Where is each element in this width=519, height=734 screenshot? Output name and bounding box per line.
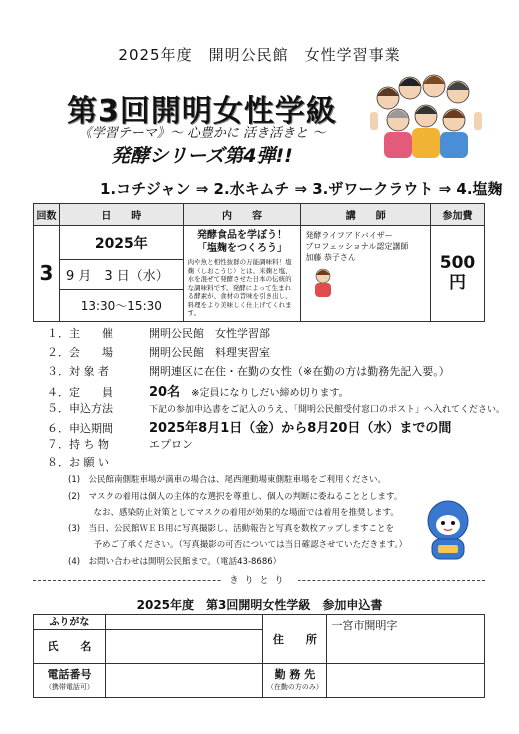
furigana-field[interactable] [105, 615, 263, 630]
lecturer-title-2: プロフェッショナル認定講師 [305, 242, 409, 251]
series-line: 発酵シリーズ第4弾!! [111, 145, 293, 167]
application-form [33, 614, 485, 698]
session-year: 2025年 [59, 226, 183, 260]
session-date: 9 月 3 日（水） [59, 260, 183, 290]
mascot-illustration [418, 497, 478, 563]
schedule-table [33, 203, 485, 322]
info-organizer: １．主 催 開明公民館 女性学習部 [47, 327, 270, 340]
name-field[interactable] [105, 630, 263, 664]
content-description: 肉や魚と相性抜群の万能調味料！塩麹（しおこうじ）とは、米麹と塩、水を混ぜて発酵させた日本の伝統的な調味料です。発酵によって生まれる酵素が、食材の旨味を引き出し、料理をより美味しく仕上げてくれます。 [187, 258, 292, 317]
work-label: 勤 務 先 （在勤の方のみ） [263, 664, 327, 698]
application-title: 2025年度 第3回開明女性学級 参加申込書 [136, 598, 383, 612]
address-label: 住 所 [263, 615, 327, 664]
note-2: (2) マスクの着用は個人の主体的な選択を尊重し、個人の判断に委ねることとします。 [68, 492, 403, 502]
header-no: 回数 [34, 204, 60, 226]
session-time: 13:30～15:30 [59, 289, 183, 321]
content-title-1: 発酵食品を学ぼう！ [197, 230, 288, 241]
lecturer-name: 加藤 恭子さん [305, 253, 356, 262]
menu-series-line: 1.コチジャン ⇒ 2.水キムチ ⇒ 3.ザワークラウト ⇒ 4.塩麹 [100, 180, 503, 198]
phone-label: 電話番号 （携帯電話可） [34, 664, 106, 698]
info-method: ５．申込方法 下記の参加申込書をご記入のうえ、「開明公民館受付窓口のポスト」へ入れてください。 [47, 402, 506, 415]
content-cell [183, 226, 301, 322]
fee-amount: 500 [439, 253, 476, 274]
header-datetime: 日 時 [59, 204, 183, 226]
main-title: 第3回開明女性学級 [67, 94, 337, 129]
header-line: 2025年度 開明公民館 女性学習事業 [118, 46, 401, 64]
info-belongings: ７．持 ち 物 エプロン [47, 438, 193, 451]
name-label: 氏 名 [34, 630, 106, 664]
header-content: 内 容 [183, 204, 301, 226]
lecturer-cell [301, 226, 431, 322]
group-women-illustration [370, 68, 482, 160]
header-fee: 参加費 [431, 204, 485, 226]
note-3b: 予めご了承ください。（写真撮影の可否については当日確認させていただきます。） [68, 540, 408, 550]
info-period: ６．申込期間 2025年8月1日（金）から8月20日（水）までの間 [47, 421, 452, 436]
lecturer-title-1: 発酵ライフアドバイザー [305, 231, 393, 240]
furigana-label: ふりがな [34, 615, 106, 630]
fee-unit: 円 [449, 273, 467, 294]
note-2b: なお、感染防止対策としてマスクの着用が効果的な場面では着用を推奨します。 [68, 508, 399, 518]
info-requests: ８．お 願 い [47, 456, 109, 469]
cut-label: きりとり [0, 573, 519, 586]
info-capacity: ４．定 員 20名 ※定員になりしだい締め切ります。 [47, 385, 349, 400]
address-field[interactable]: 一宮市開明字 [327, 615, 485, 664]
lecturer-illustration [305, 267, 341, 297]
header-lecturer: 講 師 [301, 204, 431, 226]
note-4: (4) お問い合わせは開明公民館まで。（電話43-8686） [68, 557, 282, 567]
note-1: (1) 公民館南側駐車場が満車の場合は、尾西運動場東側駐車場をご利用ください。 [68, 475, 387, 485]
info-venue: ２．会 場 開明公民館 料理実習室 [47, 346, 270, 359]
phone-field[interactable] [105, 664, 263, 698]
theme-line: 《学習テーマ》～ 心豊かに 活き活きと ～ [78, 126, 326, 141]
session-number: 3 [34, 226, 60, 322]
fee-cell [431, 226, 485, 322]
work-field[interactable] [327, 664, 485, 698]
content-title-2: 「塩麹をつくろう」 [197, 243, 288, 254]
info-target: ３．対 象 者 開明連区に在住・在勤の女性（※在勤の方は勤務先記入要。） [47, 365, 450, 378]
note-3: (3) 当日、公民館ＷＥＢ用に写真撮影し、活動報告と写真を数枚アップしますことを [68, 524, 394, 534]
